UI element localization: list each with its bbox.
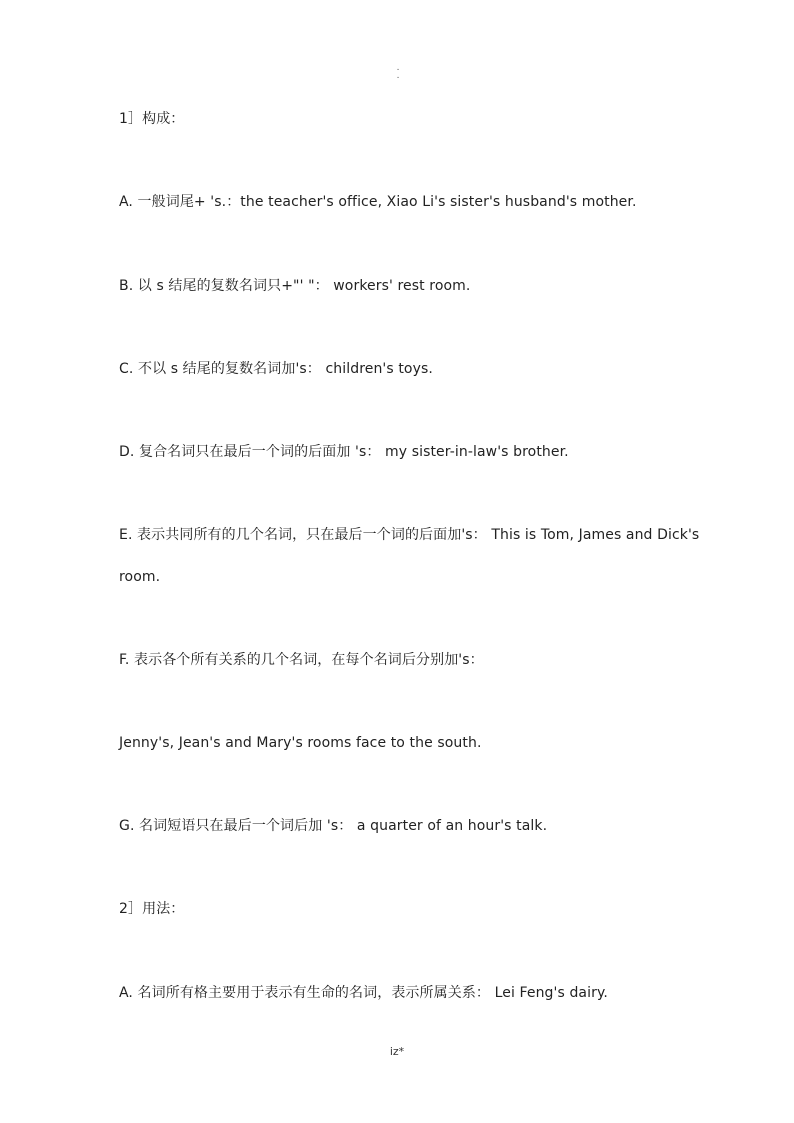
rule-c: C. 不以 s 结尾的复数名词加's： children's toys.: [119, 361, 433, 377]
rule-e: E. 表示共同所有的几个名词，只在最后一个词的后面加's： This is Tom, James and Dick's: [119, 527, 700, 543]
rule-f-example: Jenny's, Jean's and Mary's rooms face to the south.: [119, 735, 482, 751]
rule-f: F. 表示各个所有关系的几个名词，在每个名词后分别加's：: [119, 652, 484, 668]
section-heading-composition: 1］构成：: [119, 111, 185, 127]
rule-b: B. 以 s 结尾的复数名词只+"' "： workers' rest room.: [119, 278, 471, 294]
page-footer: iz*: [389, 1045, 405, 1058]
section-heading-usage: 2］用法：: [119, 901, 185, 917]
rule-g: G. 名词短语只在最后一个词后加 's： a quarter of an hour's talk.: [119, 818, 548, 834]
rule-e-continued: room.: [119, 569, 161, 585]
rule-a: A. 一般词尾+ 's.：the teacher's office, Xiao Li's sister's husband's mother.: [119, 194, 637, 210]
usage-a: A. 名词所有格主要用于表示有生命的名词，表示所属关系： Lei Feng's dairy.: [119, 985, 608, 1001]
rule-d: D. 复合名词只在最后一个词的后面加 's： my sister-in-law's brother.: [119, 444, 569, 460]
header-mark: . .: [396, 63, 400, 81]
